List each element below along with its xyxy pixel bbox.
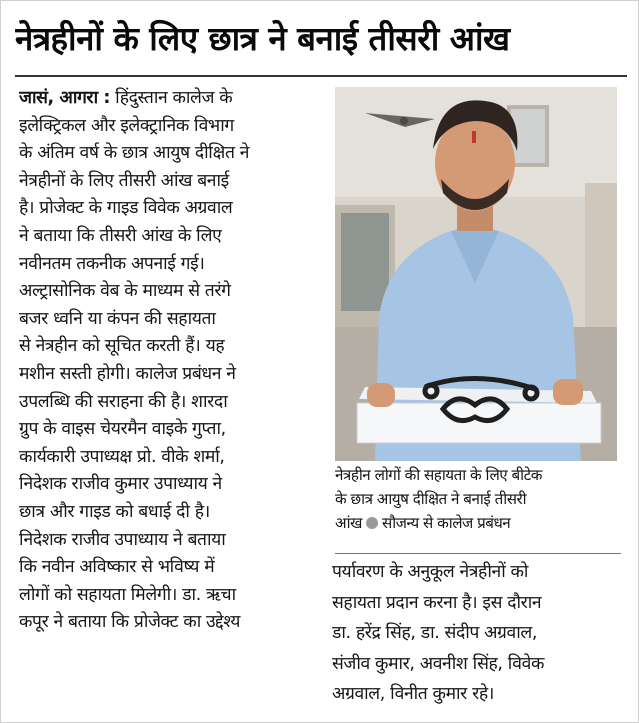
- article-right-line: संजीव कुमार, अवनीश सिंह, विवेक: [332, 653, 544, 674]
- article-line: कार्यकारी उपाध्यक्ष प्रो. वीके शर्मा,: [19, 446, 225, 467]
- article-line: कि नवीन अविष्कार से भविष्य में: [19, 557, 215, 578]
- article-line-1: [19, 85, 315, 113]
- article-left-column: [19, 85, 315, 637]
- article-right-line: डा. हरेंद्र सिंह, डा. संदीप अग्रवाल,: [332, 623, 538, 643]
- article-line: नवीनतम तकनीक अपनाई गई।: [19, 253, 205, 274]
- article-line: मशीन सस्ती होगी। कालेज प्रबंधन ने: [19, 363, 236, 384]
- caption-line-3-start: आंख: [335, 514, 362, 532]
- article-right-line: अग्रवाल, विनीत कुमार रहे।: [332, 684, 494, 704]
- article-line: ग्रुप के वाइस चेयरमैन वाइके गुप्ता,: [19, 419, 226, 440]
- article-line-1-text: हिंदुस्तान कालेज के: [110, 88, 233, 108]
- article-line: निदेशक राजीव कुमार उपाध्याय ने: [19, 474, 222, 495]
- article-line: से नेत्रहीन को सूचित करती हैं। यह: [19, 336, 225, 357]
- article-line: ने बताया कि तीसरी आंख के लिए: [19, 225, 222, 246]
- article-line: निदेशक राजीव उपाध्याय ने बताया: [19, 529, 226, 550]
- article-right-column: [332, 557, 624, 710]
- dateline: जासं, आगरा :: [19, 88, 111, 108]
- bullet-icon: [366, 517, 378, 529]
- article-line: के अंतिम वर्ष के छात्र आयुष दीक्षित ने: [19, 143, 250, 164]
- article-line: बजर ध्वनि या कंपन की सहायता: [19, 308, 216, 329]
- article-line: लोगों को सहायता मिलेगी। डा. ऋचा: [19, 584, 236, 605]
- caption-line-3: [335, 511, 621, 535]
- student-photo-illustration: [335, 87, 617, 461]
- article-right-line: सहायता प्रदान करना है। इस दौरान: [332, 592, 542, 613]
- news-photo: [335, 87, 617, 461]
- photo-credit: सौजन्य से कालेज प्रबंधन: [381, 514, 511, 532]
- headline-rule: [15, 75, 627, 77]
- article-line: उपलब्धि की सराहना की है। शारदा: [19, 391, 228, 412]
- article-line: छात्र और गाइड को बधाई दी है।: [19, 501, 210, 522]
- article-line: है। प्रोजेक्ट के गाइड विवेक अग्रवाल: [19, 198, 233, 219]
- caption-line-2: के छात्र आयुष दीक्षित ने बनाई तीसरी: [335, 490, 527, 508]
- article-line: इलेक्ट्रिकल और इलेक्ट्रानिक विभाग: [19, 115, 234, 136]
- photo-caption: [335, 463, 621, 535]
- article-right-line: पर्यावरण के अनुकूल नेत्रहीनों को: [332, 562, 529, 582]
- article-line: कपूर ने बताया कि प्रोजेक्ट का उद्देश्य: [19, 612, 241, 633]
- article-line: अल्ट्रासोनिक वेब के माध्यम से तरंगे: [19, 281, 231, 302]
- article-line: नेत्रहीनों के लिए तीसरी आंख बनाई: [19, 170, 229, 191]
- caption-line-1: नेत्रहीन लोगों की सहायता के लिए बीटेक: [335, 466, 542, 484]
- headline: नेत्रहीनों के लिए छात्र ने बनाई तीसरी आंख: [15, 19, 510, 58]
- caption-separator: [335, 553, 621, 554]
